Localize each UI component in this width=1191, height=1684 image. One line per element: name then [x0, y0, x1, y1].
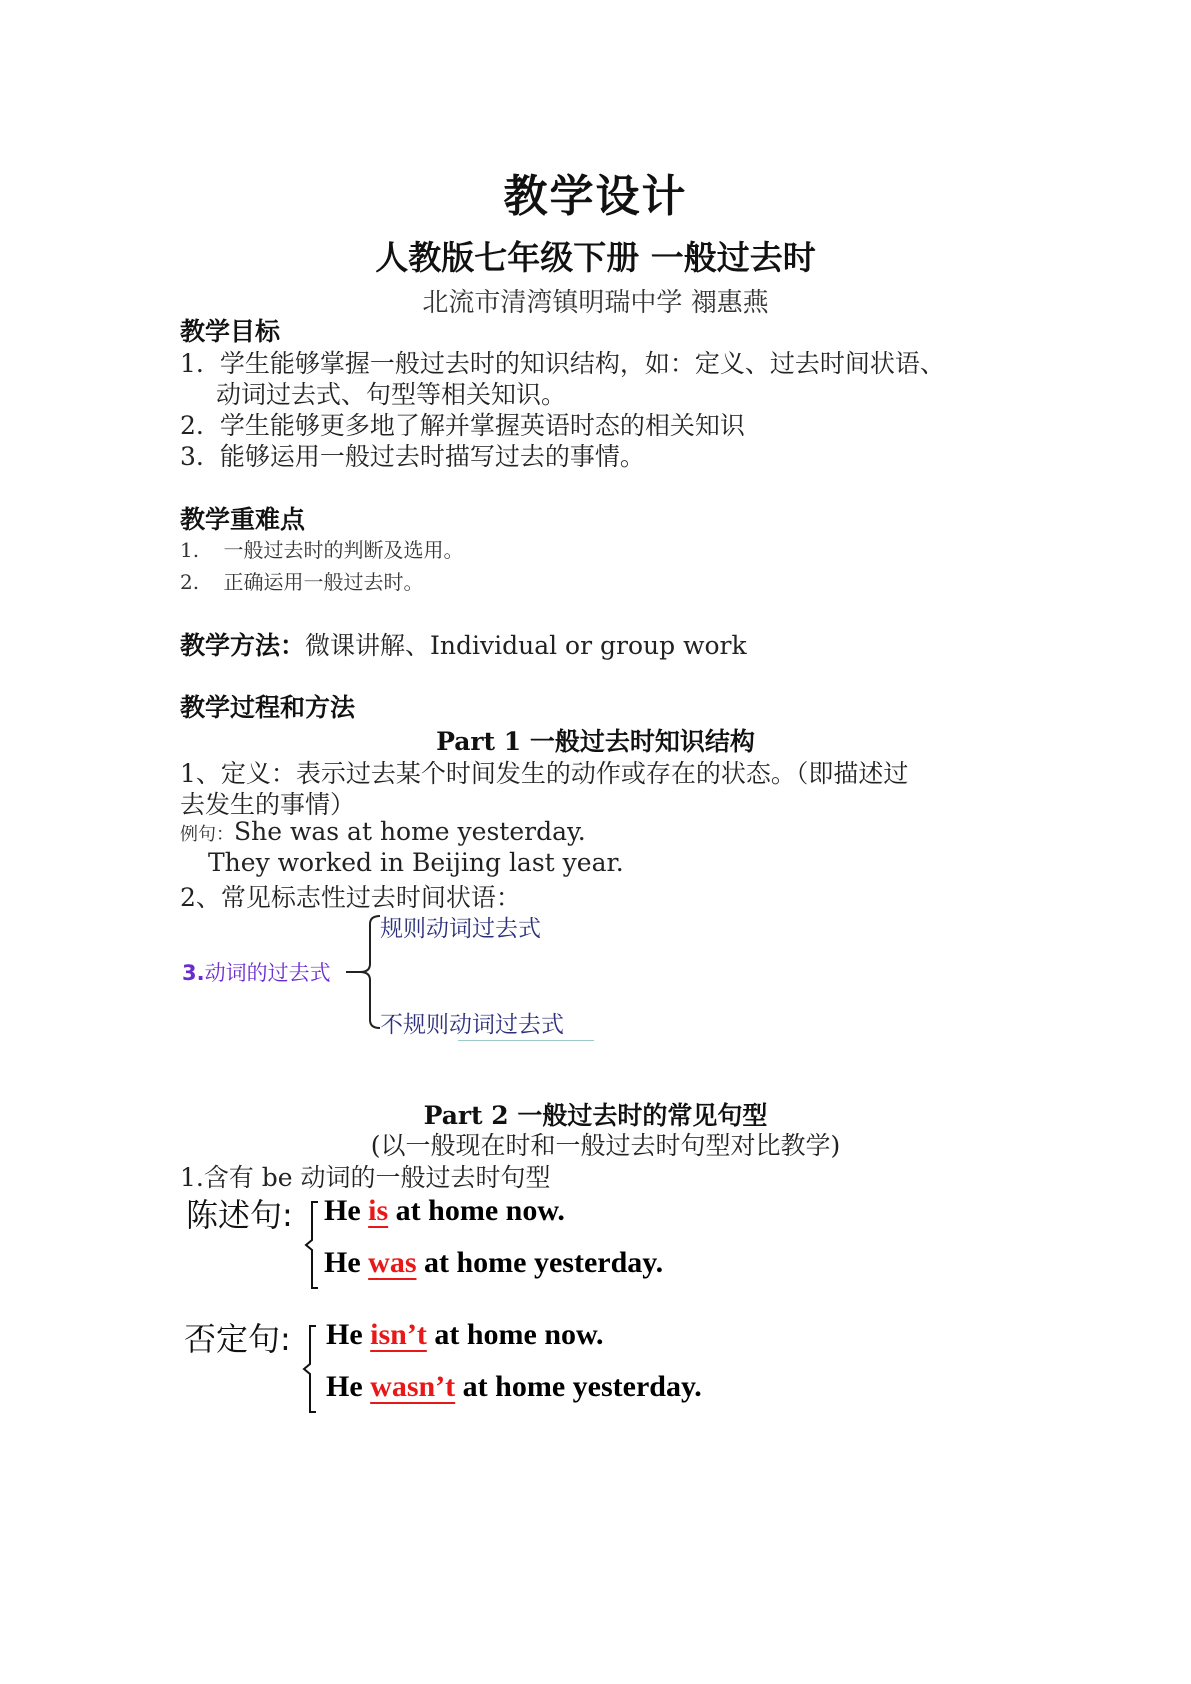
diagram-brace-icon	[344, 912, 384, 1032]
key-point-item-2	[180, 566, 423, 595]
highlighted-verb: was	[368, 1246, 417, 1279]
definition-line-1: 1、定义：表示过去某个时间发生的动作或存在的状态。（即描述过	[180, 759, 909, 788]
highlighted-verb: is	[368, 1194, 389, 1227]
methods-text: 微课讲解、Individual or group work	[305, 631, 747, 660]
highlighted-verb: wasn’t	[370, 1370, 456, 1403]
negative-sentence-1: He isn’t at home now.	[326, 1318, 604, 1351]
negative-label: 否定句:	[184, 1320, 291, 1358]
objective-text: 学生能够更多地了解并掌握英语时态的相关知识	[219, 411, 745, 440]
example-sentence-2: They worked in Beijing last year.	[208, 848, 624, 877]
process-heading: 教学过程和方法	[180, 693, 356, 722]
example-label: 例句：	[180, 824, 234, 845]
objective-item-3	[180, 437, 645, 473]
example-sentence-1: She was at home yesterday.	[234, 817, 586, 846]
key-point-num: 1.	[180, 538, 200, 562]
document-author: 北流市清湾镇明瑞中学 禤惠燕	[422, 288, 769, 318]
irregular-verbs-label: 不规则动词过去式	[380, 1012, 564, 1038]
document-title: 教学设计	[503, 171, 688, 222]
methods-line	[180, 626, 747, 662]
statement-brace-icon	[302, 1200, 322, 1290]
part2-note: (以一般现在时和一般过去时句型对比教学)	[370, 1131, 841, 1160]
objective-num: 3.	[180, 442, 204, 471]
methods-heading: 教学方法：	[180, 631, 306, 660]
key-point-item-1	[180, 534, 463, 563]
part1-title: Part 1 一般过去时知识结构	[436, 727, 755, 756]
example-line-1	[180, 817, 586, 846]
statement-label: 陈述句:	[186, 1196, 293, 1234]
highlighted-verb: isn’t	[370, 1318, 427, 1351]
divider	[458, 1040, 594, 1041]
key-point-text: 正确运用一般过去时。	[223, 570, 424, 594]
objectives-heading: 教学目标	[180, 317, 281, 346]
objective-text: 能够运用一般过去时描写过去的事情。	[219, 442, 645, 471]
objective-text: 学生能够掌握一般过去时的知识结构，如：定义、过去时间状语、	[219, 349, 945, 378]
key-points-heading: 教学重难点	[180, 505, 306, 534]
key-point-num: 2.	[180, 570, 200, 594]
verb-forms-label: 3.动词的过去式	[182, 961, 331, 985]
regular-verbs-label: 规则动词过去式	[380, 916, 541, 942]
part2-title: Part 2 一般过去时的常见句型	[423, 1101, 768, 1130]
objective-item-1-cont: 动词过去式、句型等相关知识。	[216, 380, 567, 409]
key-point-text: 一般过去时的判断及选用。	[223, 538, 464, 562]
definition-line-2: 去发生的事情）	[180, 790, 356, 819]
statement-sentence-2: He was at home yesterday.	[324, 1246, 664, 1279]
objective-num: 2.	[180, 411, 204, 440]
section1-heading: 1.含有 be 动词的一般过去时句型	[180, 1163, 551, 1192]
statement-sentence-1: He is at home now.	[324, 1194, 565, 1227]
document-subtitle: 人教版七年级下册 一般过去时	[375, 238, 816, 277]
negative-brace-icon	[300, 1324, 320, 1414]
negative-sentence-2: He wasn’t at home yesterday.	[326, 1370, 702, 1403]
objective-num: 1.	[180, 349, 204, 378]
adverbials-line: 2、常见标志性过去时间状语：	[180, 883, 521, 912]
